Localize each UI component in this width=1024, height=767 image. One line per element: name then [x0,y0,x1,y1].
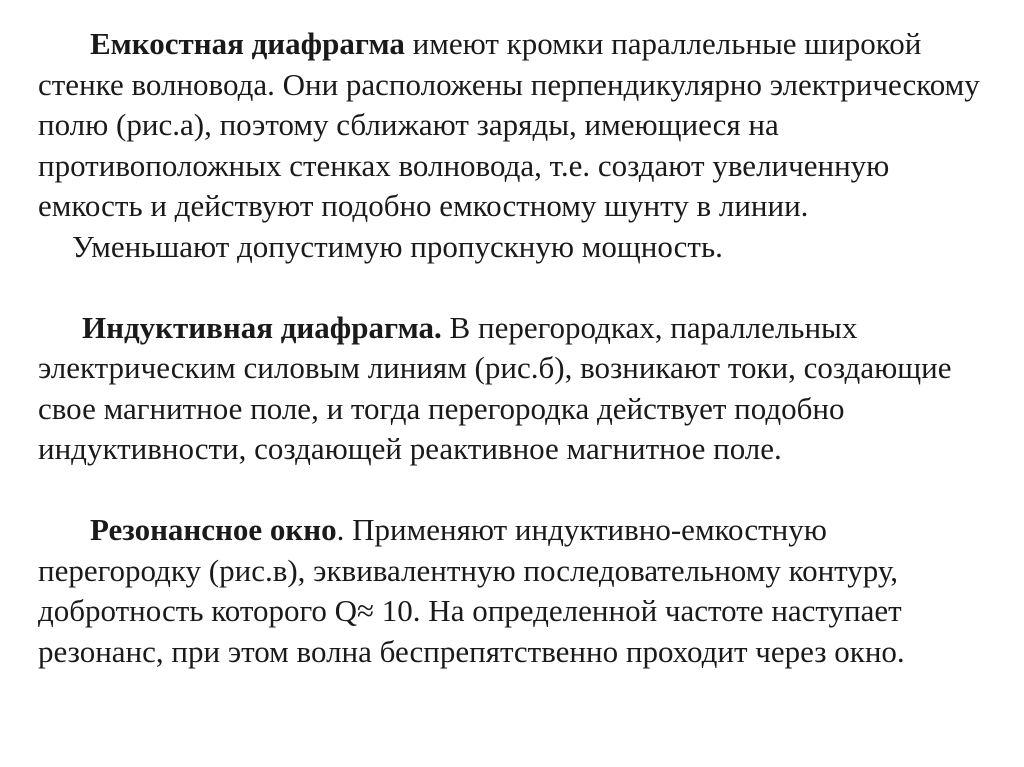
spacer [38,267,994,308]
inductive-paragraph [38,308,994,470]
capacitive-title: Емкостная диафрагма [90,26,405,61]
inductive-title: Индуктивная диафрагма. [82,309,442,345]
resonant-text: . Применяют индуктивно-емкостную перегородку (рис.в), эквивалентную последовательному контуру, добротность которого Q≈ 10. На определенной частоте наступает резонанс, при этом волна беспрепятственно проходит через окно. [38,512,905,669]
resonant-paragraph [38,510,994,672]
inductive-text: В перегородках, параллельных электрическим силовым линиям (рис.б), возникают токи, создающие свое магнитное поле, и тогда перегородка действует подобно индуктивности, создающей реактивное магнитное поле. [38,309,952,466]
spacer [38,470,994,511]
capacitive-note: Уменьшают допустимую пропускную мощность. [72,228,723,264]
capacitive-paragraph [38,24,994,227]
capacitive-text: имеют кромки параллельные широкой стенке волновода. Они расположены перпендикулярно электрическому полю (рис.а), поэтому сближают заряды, имеющиеся на противоположных стенках волновода, т.е. создают увеличенную емкость и действуют подобно емкостному шунту в линии. [38,26,980,223]
resonant-title: Резонансное окно [90,512,337,547]
